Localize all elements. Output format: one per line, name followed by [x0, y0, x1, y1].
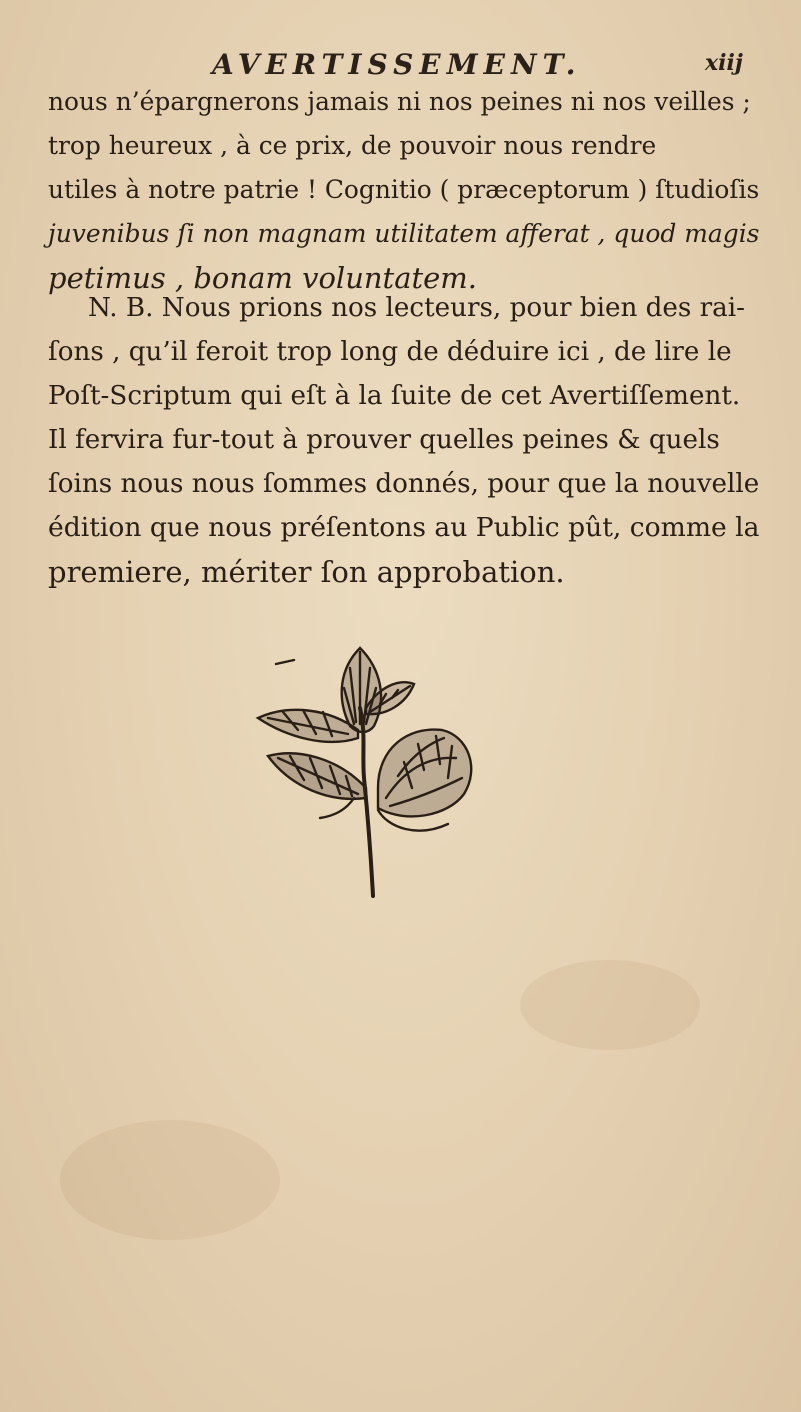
paper-stain — [520, 960, 700, 1050]
paper-stain — [60, 1120, 280, 1240]
text-line: trop heureux , à ce prix, de pouvoir nous rendre — [48, 131, 657, 160]
text-line: nous n’épargnerons jamais ni nos peines ni nos veilles ; — [48, 87, 751, 116]
text-line: petimus , bonam voluntatem. — [48, 261, 478, 295]
floral-ornament — [228, 638, 498, 898]
text-line: ſons , qu’il feroit trop long de déduire ici , de lire le — [48, 337, 732, 367]
text-line: utiles à notre patrie ! Cognitio ( præceptorum ) ſtudioſis — [48, 175, 760, 204]
header-title: AVERTISSEMENT. — [212, 48, 582, 81]
text-line: Poſt-Scriptum qui eſt à la ſuite de cet Avertiſſement. — [48, 381, 741, 411]
text-line: premiere, mériter ſon approbation. — [48, 555, 565, 589]
paragraph-1 — [48, 80, 759, 300]
page-number: xiij — [705, 50, 743, 76]
running-head — [0, 44, 801, 84]
text-line: Il fervira fur-tout à prouver quelles peines & quels — [48, 425, 720, 455]
text-line: juvenibus ſi non magnam utilitatem afferat , quod magis — [48, 219, 760, 248]
paragraph-2 — [48, 286, 760, 594]
text-line: édition que nous préſentons au Public pût, comme la — [48, 512, 760, 543]
text-line: N. B. Nous prions nos lecteurs, pour bien des rai- — [88, 293, 746, 323]
text-line: ſoins nous nous ſommes donnés, pour que la nouvelle — [48, 469, 760, 499]
